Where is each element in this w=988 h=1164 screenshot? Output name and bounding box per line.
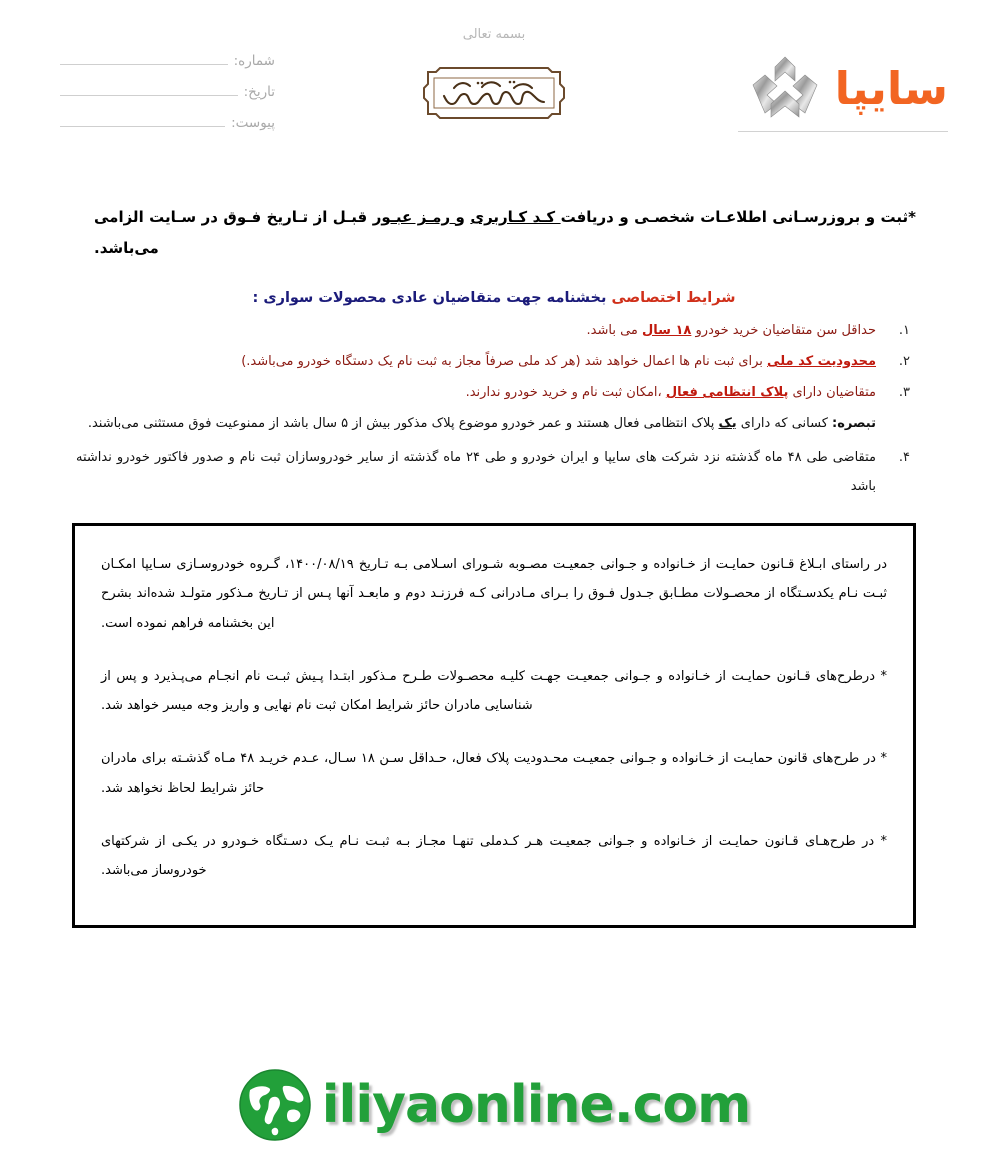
registration-notice bbox=[72, 202, 916, 264]
site-watermark bbox=[0, 1068, 988, 1142]
saipa-chevron-logo-icon bbox=[749, 55, 821, 121]
meta-row-attachment bbox=[60, 102, 275, 133]
brand-underline-divider bbox=[738, 131, 948, 132]
framed-paragraph-3: * در طرح‌های قانون حمایـت از خـانواده و جـوانی جمعیـت محـدودیت پلاک فعال، حـداقل سـن ۱۸ سـال، عـدم خریـد ۴۸ مـاه گذشـته برای مادران حائز شرایط لحاظ نخواهد شد. bbox=[101, 751, 887, 796]
rule-item-3 bbox=[72, 378, 910, 407]
rule-item-1 bbox=[72, 316, 910, 345]
calligraphy-seal-icon bbox=[414, 62, 574, 124]
rule-number-1: ۱. bbox=[898, 322, 910, 338]
document-header bbox=[0, 0, 988, 160]
rule-item-4 bbox=[72, 443, 910, 502]
rule-number-2: ۲. bbox=[898, 353, 910, 369]
meta-blank-line-number bbox=[60, 63, 228, 65]
rule-number-4: ۴. bbox=[898, 449, 910, 465]
section-title-navy: بخشنامه جهت متقاضیان عادی محصولات سواری : bbox=[252, 289, 612, 306]
notice-part-2: و bbox=[455, 208, 471, 226]
document-body bbox=[0, 202, 988, 928]
framed-paragraph-2: * درطرح‌های قـانون حمایـت از خـانواده و جـوانی جمعیـت جهـت کلیـه محصـولات طـرح مـذکور ابتـدا پـیش ثبـت نام انجـام می‌پـذیرد و پس از شناسایی مادران حائز شرایط امکان ثبت نام نهایی و واریز وجه میسر خواهد شد. bbox=[101, 668, 887, 713]
notice-underlined-username: کـد کـاربری bbox=[470, 208, 561, 226]
meta-row-date bbox=[60, 71, 275, 102]
rules-list bbox=[72, 316, 916, 408]
notice-part-1: *ثبت و بروزرسـانی اطلاعـات شخصـی و دریافت bbox=[560, 208, 916, 226]
rule-1-after: می باشد. bbox=[586, 322, 643, 338]
section-title-red: شرایط اختصاصی bbox=[611, 289, 736, 306]
rule-1-before: حداقل سن متقاضیان خرید خودرو bbox=[691, 322, 876, 338]
tabsareh-note bbox=[72, 409, 876, 438]
saipa-brand bbox=[749, 55, 948, 121]
rule-number-3: ۳. bbox=[898, 385, 910, 400]
rules-list-continued bbox=[72, 443, 916, 502]
document-meta-fields bbox=[60, 40, 275, 133]
tabsareh-after: پلاک انتظامی فعال هستند و عمر خودرو موضوع پلاک مذکور بیش از ۵ سال باشد از ممنوعیت فوق مستثنی می‌باشند. bbox=[87, 416, 719, 432]
tabsareh-underlined: یک bbox=[718, 416, 737, 432]
meta-blank-line-date bbox=[60, 94, 238, 96]
rule-3-before: متقاضیان دارای bbox=[788, 385, 876, 400]
notice-part-3: قبـل از تـاریخ فـوق در سـایت الزامی می‌باشد. bbox=[94, 208, 373, 257]
meta-label-number: شماره: bbox=[233, 53, 275, 69]
meta-row-number bbox=[60, 40, 275, 71]
meta-label-date: تاریخ: bbox=[243, 84, 275, 100]
globe-icon bbox=[238, 1068, 312, 1142]
rule-3-highlight: پلاک انتظامی فعال bbox=[665, 385, 789, 400]
framed-paragraph-1: در راستای ابـلاغ قـانون حمایـت از خـانواده و جـوانی جمعیـت مصـوبه شـورای اسـلامی بـه تـاریخ ۱۴۰۰/۰۸/۱۹، گـروه خودروسـازی سـایپا امکـان ثبـت نـام یکدسـتگاه از محصـولات مطـابق جـدول فـوق را بـرای مـادرانی کـه فرزنـد دوم و مابعـد آنها پـس از تـاریخ مـذکور متولـد شده‌اند بشرح این بخشنامه فراهم نموده است. bbox=[101, 557, 887, 631]
rule-1-highlight: ۱۸ سال bbox=[642, 322, 692, 338]
rule-2-highlight: محدودیت کد ملی bbox=[767, 353, 876, 369]
tabsareh-before: کسانی که دارای bbox=[736, 416, 833, 432]
rule-3-after: ،امکان ثبت نام و خرید خودرو ندارند. bbox=[465, 385, 666, 400]
basmala-text: بسمه تعالی bbox=[462, 27, 526, 42]
notice-underlined-password: رمـز عبـور bbox=[372, 208, 456, 226]
meta-label-attachment: پیوست: bbox=[231, 115, 275, 131]
rule-2-after: برای ثبت نام ها اعمال خواهد شد (هر کد ملی صرفاً مجاز به ثبت نام یک دستگاه خودرو می‌باشد.) bbox=[241, 353, 768, 369]
framed-law-block bbox=[72, 523, 916, 928]
rule-4-before: متقاضی طی ۴۸ ماه گذشته نزد شرکت های سایپا و ایران خودرو و طی ۲۴ ماه گذشته از سایر خودروسازان ثبت نام و صدور فاکتور خودرو نداشته باشد bbox=[76, 449, 877, 494]
site-watermark-text: iliyaonline.com bbox=[321, 1075, 751, 1135]
rule-item-2 bbox=[72, 347, 910, 376]
framed-paragraph-4: * در طرح‌هـای قـانون حمایـت از خـانواده و جـوانی جمعیـت هـر کـدملی تنهـا مجـاز بـه ثبـت نـام یـک دسـتگاه خـودرو در یکـی از شرکتهای خودروساز می‌باشد. bbox=[101, 833, 887, 878]
tabsareh-lead: تبصره: bbox=[832, 416, 876, 432]
meta-blank-line-attachment bbox=[60, 125, 225, 127]
section-title bbox=[72, 290, 916, 306]
saipa-brand-word: سایپا bbox=[834, 61, 948, 115]
